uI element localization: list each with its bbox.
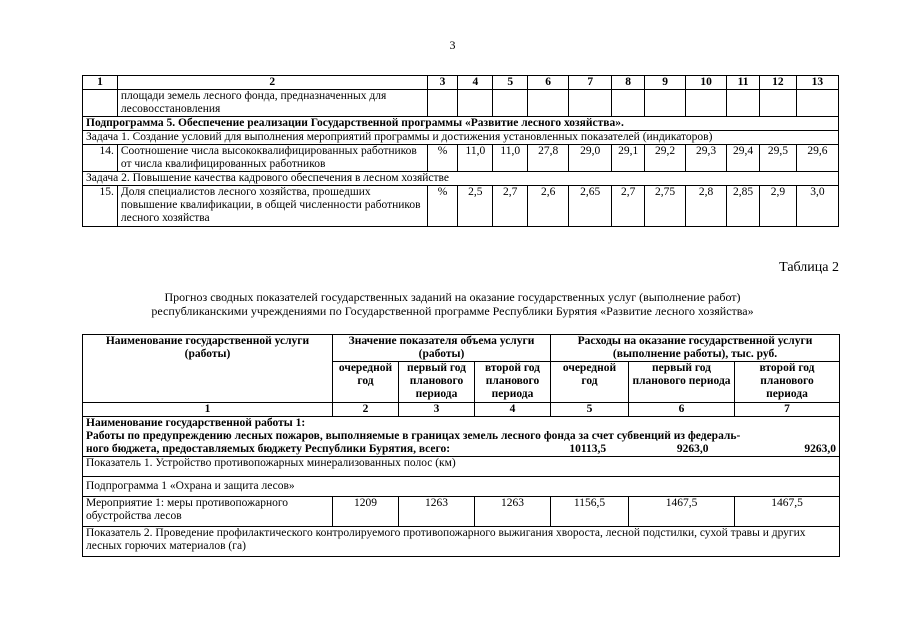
- indicator-name: Доля специалистов лесного хозяйства, прошедших повышение квалификации, в общей численности работников лесного хозяйства: [117, 186, 427, 227]
- table1-header-cell: 12: [759, 76, 796, 90]
- col-number: 2: [333, 403, 399, 417]
- table-row: [83, 417, 840, 457]
- subprogram-5-heading: Подпрограмма 5. Обеспечение реализации Государственной программы «Развитие лесного хозяйства».: [83, 117, 839, 131]
- table1-header-cell: 2: [117, 76, 427, 90]
- header-first-plan-year: первый год планового периода: [399, 362, 475, 403]
- table1-header-cell: 1: [83, 76, 118, 90]
- value-cell: 2,9: [759, 186, 796, 227]
- table1-header-cell: 10: [686, 76, 727, 90]
- value-cell: 2,75: [645, 186, 686, 227]
- services-forecast-table: [82, 334, 840, 557]
- col-number: 1: [83, 403, 333, 417]
- value-cell: 29,4: [727, 145, 760, 172]
- table1-header-row: [83, 76, 839, 90]
- task-2-heading: Задача 2. Повышение качества кадрового обеспечения в лесном хозяйстве: [83, 172, 839, 186]
- value-cell: 2,65: [569, 186, 612, 227]
- work-1-desc: Работы по предупреждению лесных пожаров, выполняемые в границах земель лесного фонда за счет субвенций из федераль-: [86, 430, 741, 442]
- value-cell: 1263: [475, 497, 551, 527]
- value-cell: 2,7: [493, 186, 528, 227]
- value-cell: 11,0: [458, 145, 493, 172]
- page-number: 3: [449, 38, 456, 52]
- col-number: 5: [551, 403, 629, 417]
- row-number: 15.: [83, 186, 118, 227]
- table1-header-cell: 3: [427, 76, 458, 90]
- col-number: 7: [735, 403, 840, 417]
- value-cell: 1209: [333, 497, 399, 527]
- table2-header-row: [83, 335, 840, 362]
- table-2-caption: [0, 290, 905, 318]
- table1-header-cell: 9: [645, 76, 686, 90]
- indicators-table: [82, 75, 839, 227]
- table1-header-cell: 5: [493, 76, 528, 90]
- header-next-year: очередной год: [333, 362, 399, 403]
- value-cell: 29,0: [569, 145, 612, 172]
- value-cell: 29,1: [612, 145, 645, 172]
- total-value: 9263,0: [804, 443, 836, 455]
- unit-cell: %: [427, 145, 458, 172]
- header-costs: Расходы на оказание государственной услуги (выполнение работы), тыс. руб.: [551, 335, 840, 362]
- table-row: [83, 186, 839, 227]
- value-cell: 29,6: [796, 145, 838, 172]
- col-number: 6: [629, 403, 735, 417]
- subprogram-1: Подпрограмма 1 «Охрана и защита лесов»: [83, 477, 840, 497]
- work-1-block: [83, 417, 840, 457]
- value-cell: 2,7: [612, 186, 645, 227]
- table2-colnum-row: [83, 403, 840, 417]
- task-1-heading: Задача 1. Создание условий для выполнения мероприятий программы и достижения установленных показателей (индикаторов): [83, 131, 839, 145]
- total-value: 10113,5: [569, 443, 607, 455]
- header-volume: Значение показателя объема услуги (работы): [333, 335, 551, 362]
- table-row: [83, 117, 839, 131]
- value-cell: 1156,5: [551, 497, 629, 527]
- table-row: [83, 497, 840, 527]
- row-number: 14.: [83, 145, 118, 172]
- measure-1-name: Мероприятие 1: меры противопожарного обустройства лесов: [83, 497, 333, 527]
- value-cell: 27,8: [528, 145, 569, 172]
- value-cell: 2,6: [528, 186, 569, 227]
- unit-cell: %: [427, 186, 458, 227]
- value-cell: 29,3: [686, 145, 727, 172]
- table-2-label: Таблица 2: [779, 260, 839, 275]
- table1-header-cell: 8: [612, 76, 645, 90]
- value-cell: 29,5: [759, 145, 796, 172]
- value-cell: 1467,5: [629, 497, 735, 527]
- value-cell: 2,85: [727, 186, 760, 227]
- value-cell: 1467,5: [735, 497, 840, 527]
- indicator-2: Показатель 2. Проведение профилактического контролируемого противопожарного выжигания хвороста, лесной подстилки, сухой травы и других лесных горючих материалов (га): [83, 527, 840, 557]
- value-cell: 11,0: [493, 145, 528, 172]
- col-number: 4: [475, 403, 551, 417]
- table-row: [83, 172, 839, 186]
- col-number: 3: [399, 403, 475, 417]
- value-cell: 2,5: [458, 186, 493, 227]
- value-cell: 29,2: [645, 145, 686, 172]
- work-1-title: Наименование государственной работы 1:: [86, 417, 306, 429]
- indicator-1: Показатель 1. Устройство противопожарных минерализованных полос (км): [83, 457, 840, 477]
- table1-header-cell: 13: [796, 76, 838, 90]
- work-1-desc: ного бюджета, предоставляемых бюджету Республики Бурятия, всего:: [86, 443, 451, 455]
- value-cell: 3,0: [796, 186, 838, 227]
- value-cell: 1263: [399, 497, 475, 527]
- value-cell: 2,8: [686, 186, 727, 227]
- table1-header-cell: 6: [528, 76, 569, 90]
- caption-line: Прогноз сводных показателей государственных заданий на оказание государственных услуг (выполнение работ): [164, 290, 741, 304]
- indicator-name: Соотношение числа высококвалифицированных работников от числа квалифицированных работников: [117, 145, 427, 172]
- header-second-plan-year: второй год планового периода: [735, 362, 840, 403]
- caption-line: республиканскими учреждениями по Государственной программе Республики Бурятия «Развитие лесного хозяйства»: [151, 304, 754, 318]
- header-next-year: очередной год: [551, 362, 629, 403]
- table-row: [83, 131, 839, 145]
- total-value: 9263,0: [676, 443, 709, 455]
- table1-header-cell: 7: [569, 76, 612, 90]
- table-row: [83, 145, 839, 172]
- header-service-name: Наименование государственной услуги (работы): [83, 335, 333, 403]
- table-row: [83, 90, 839, 117]
- header-first-plan-year: первый год планового периода: [629, 362, 735, 403]
- header-second-plan-year: второй год планового периода: [475, 362, 551, 403]
- table1-header-cell: 11: [727, 76, 760, 90]
- table1-header-cell: 4: [458, 76, 493, 90]
- table-row: [83, 527, 840, 557]
- table-row: [83, 477, 840, 497]
- cont-row-text: площади земель лесного фонда, предназначенных для лесовосстановления: [117, 90, 427, 117]
- table-row: [83, 457, 840, 477]
- work-1-total-line: [86, 443, 836, 456]
